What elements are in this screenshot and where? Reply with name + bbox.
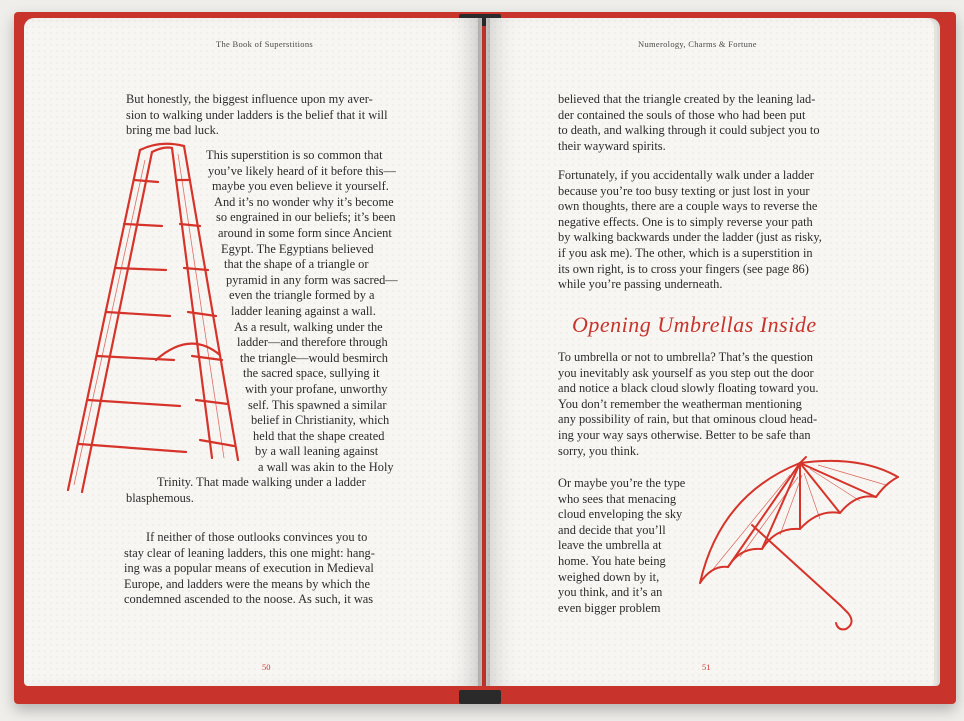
left-paragraph-1: But honestly, the biggest influence upon my aver- sion to walking under ladders is the belief that it will bring me bad luck. (126, 92, 388, 138)
right-paragraph-1: believed that the triangle created by the leaning lad- der contained the souls of those who had been put to death, and walking through it could subject you to their wayward spirits. (558, 92, 820, 153)
section-heading: Opening Umbrellas Inside (572, 312, 817, 337)
left-folio: 50 (262, 662, 271, 672)
book-gutter (478, 18, 490, 686)
right-running-head: Numerology, Charms & Fortune (638, 39, 757, 49)
ladder-illustration (60, 140, 250, 520)
right-paragraph-3: To umbrella or not to umbrella? That’s the question you inevitably ask yourself as you step out the door and notice a black cloud slowly floating toward you. You don’t remember the weatherman mentioning any possibility of rain, but that ominous cloud head- ing your way says otherwise. Better to be safe than sorry, you think. (558, 350, 819, 458)
left-running-head: The Book of Superstitions (216, 39, 313, 49)
right-paragraph-2: Fortunately, if you accidentally walk under a ladder because you’re too busy texting or just lost in your own thoughts, there are a couple ways to reverse the negative effects. One is to simply reverse your path by walking backwards under the ladder (just as risky, if you ask me). The other, which is a superstition in its own right, is to cross your fingers (see page 86) while you’re passing underneath. (558, 168, 822, 292)
left-paragraph-2: This superstition is so common that you’ve likely heard of it before this— maybe you even believe it yourself. And it’s no wonder why it’s become so engrained in our beliefs; it’s been around in some form since Ancient Egypt. The Egyptians believed that the shape of a triangle or pyramid in any form was sacred— even the triangle formed by a ladder leaning against a wall. As a result, walking under the ladder—and therefore through the triangle—would besmirch the sacred space, sullying it with your profane, unworthy self. This spawned a similar belief in Christianity, which held that the shape created by a wall leaning against a wall was akin to the Holy Trinity. That made walking under a ladder blasphemous. (126, 148, 398, 506)
bookmark-ribbon-bottom (459, 690, 501, 704)
right-folio: 51 (702, 662, 711, 672)
right-paragraph-4: Or maybe you’re the type who sees that menacing cloud enveloping the sky and decide that you’ll leave the umbrella at home. You hate being weighed down by it, you think, and it’s an even bigger problem (558, 476, 686, 615)
left-paragraph-3: If neither of those outlooks convinces you to stay clear of leaning ladders, this one might: hang- ing was a popular means of execution in Medieval Europe, and ladders were the means by which the condemned ascended to the noose. As such, it was (124, 530, 375, 607)
umbrella-illustration (690, 455, 910, 635)
